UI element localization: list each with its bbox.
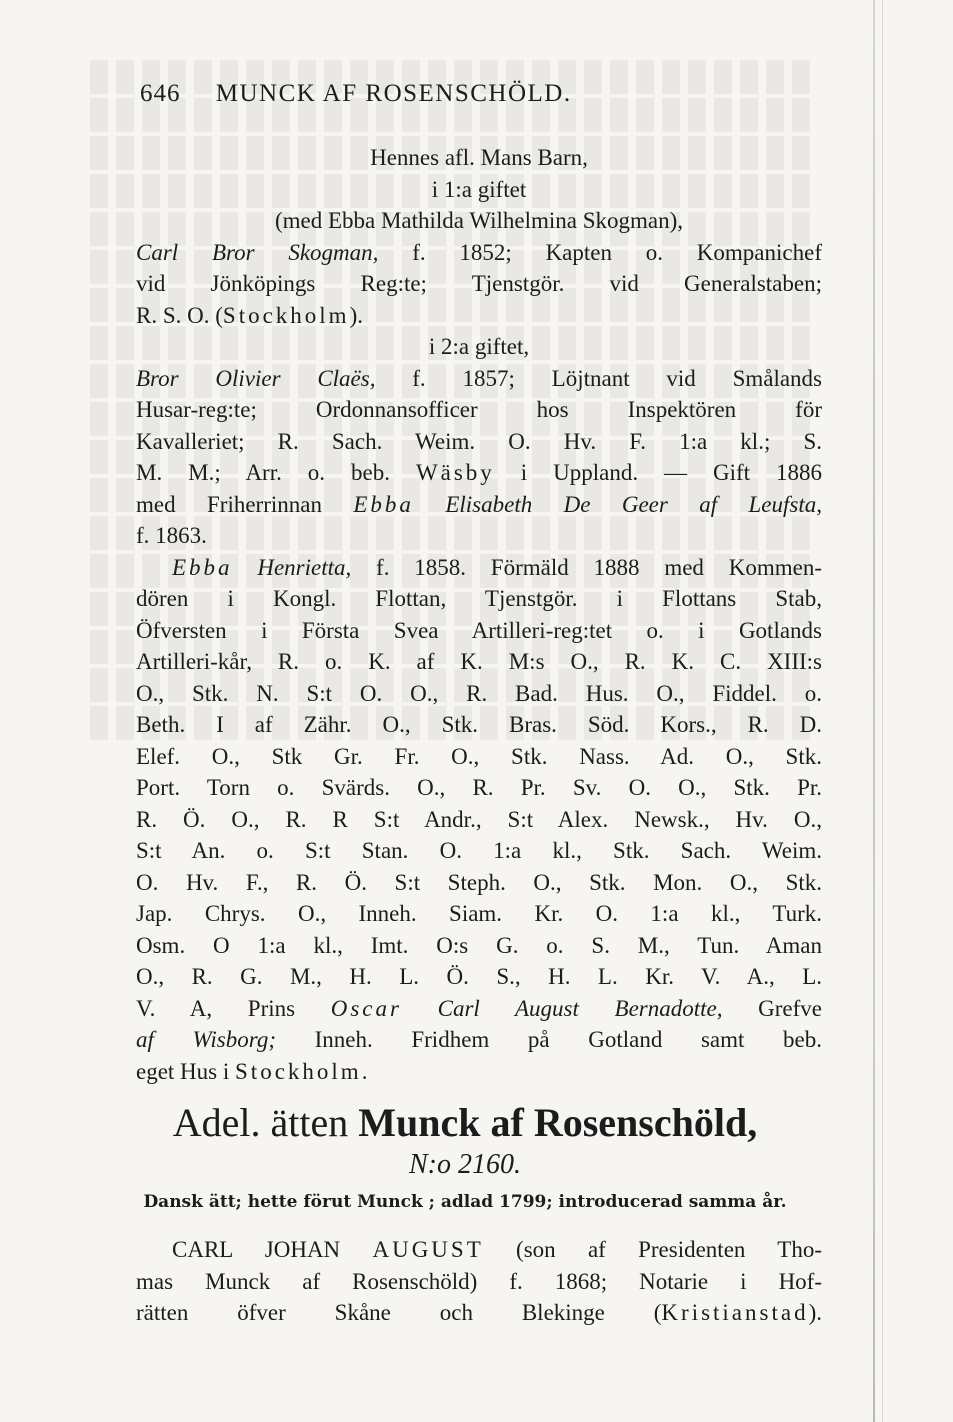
text-segment: Carl August Bernadotte, [401,995,723,1021]
text-line [136,457,822,489]
text-segment: CARL JOHAN [172,1237,373,1262]
text-line [136,678,822,710]
text-segment: AUGUST [372,1237,484,1262]
text-segment: Inneh. Fridhem på Gotland samt beb. [276,1027,822,1052]
entry-carl-johan-august [136,1234,822,1329]
text-line [136,268,822,300]
text-line [136,867,822,899]
text-line [136,1056,822,1088]
text-line [136,1024,822,1056]
page-edge-line [873,0,875,1422]
text-segment: Elef. O., Stk Gr. Fr. O., Stk. Nass. Ad. O., Stk. [136,743,822,769]
text-segment: Wäsby [415,460,495,485]
text-line [136,394,822,426]
text-segment: Hennes afl. Mans Barn, [370,145,588,170]
text-segment: (son af Presidenten Tho- [483,1237,822,1262]
text-segment: Grefve [722,995,822,1021]
text-segment: f. 1852; Kapten o. Kompanichef [378,239,822,265]
text-line [136,205,822,237]
text-segment: Artilleri-kår, R. o. K. af K. M:s O., R. K. C. XIII:s [136,649,822,674]
text-segment: Oscar [330,995,402,1021]
text-line [136,520,822,552]
text-segment: med Friherrinnan [136,491,354,517]
page-edge-line-2 [882,0,883,1422]
text-segment: i 2:a giftet, [428,334,530,359]
text-line [136,804,822,836]
text-segment: Beth. I af Zähr. O., Stk. Bras. Söd. Kors., R. D. [136,712,822,737]
text-segment: Elisabeth De Geer af Leufsta, [413,491,822,517]
text-segment: Henrietta, [232,554,352,580]
text-line [136,331,822,363]
text-line [136,363,822,395]
text-segment: R. S. O. ( [136,302,223,328]
text-segment: Ebba [172,554,233,580]
text-line [136,993,822,1025]
text-segment: rätten öfver Skåne och Blekinge ( [136,1300,662,1325]
text-segment: (med Ebba Mathilda Wilhelmina Skogman), [274,208,684,233]
text-segment: Bror Olivier Claës, [136,365,376,391]
text-segment: O., R. G. M., H. L. Ö. S., H. L. Kr. V. A., L. [136,964,822,989]
text-segment: Kristianstad [661,1300,809,1325]
text-line [136,237,822,269]
text-line [136,961,822,993]
text-segment: Husar-reg:te; Ordonnansofficer hos Inspektören för [136,397,822,422]
text-segment: f. 1858. Förmäld 1888 med Kommen- [351,554,822,580]
text-segment: . [361,1058,368,1084]
text-segment: Ebba [353,491,414,517]
text-segment: i Uppland. — Gift 1886 [494,460,822,485]
main-text [136,142,822,1087]
text-line [136,552,822,584]
text-segment: Osm. O 1:a kl., Imt. O:s G. o. S. M., Tun. Aman [136,932,822,958]
text-line [136,426,822,458]
section-title [100,1100,830,1146]
text-segment: ). [808,1300,822,1325]
text-segment: Carl Bror Skogman, [136,239,379,265]
text-segment: Kavalleriet; R. Sach. Weim. O. Hv. F. 1:a kl.; S. [136,428,822,454]
text-line [136,1297,822,1329]
text-segment: Port. Torn o. Svärds. O., R. Pr. Sv. O. O., Stk. Pr. [136,775,822,800]
text-segment: R. Ö. O., R. R S:t Andr., S:t Alex. Newsk., Hv. O., [136,806,822,832]
text-segment: V. A, Prins [136,995,331,1021]
text-segment: S:t An. o. S:t Stan. O. 1:a kl., Stk. Sach. Weim. [136,838,822,863]
text-line [136,300,822,332]
text-segment: M. M.; Arr. o. beb. [136,460,416,485]
text-segment: Jap. Chrys. O., Inneh. Siam. Kr. O. 1:a kl., Turk. [136,901,822,926]
text-segment: mas Munck af Rosenschöld) f. 1868; Notarie i Hof- [136,1268,822,1294]
section-title-prefix: Adel. ätten [172,1100,359,1145]
text-line [136,1234,822,1266]
text-line [136,898,822,930]
header-title: MUNCK AF ROSENSCHÖLD. [215,80,572,107]
section-note: Dansk ätt; hette förut Munck ; adlad 1799; introducerad samma år. [143,1192,787,1212]
text-line [136,772,822,804]
text-segment: O. Hv. F., R. Ö. S:t Steph. O., Stk. Mon. O., Stk. [136,869,822,895]
text-segment: f. 1863. [136,523,207,548]
section-number: N:o 2160. [409,1149,521,1180]
running-header [140,80,680,108]
text-segment: i 1:a giftet [431,176,527,202]
text-segment: f. 1857; Löjtnant vid Smålands [375,365,823,391]
text-line [136,583,822,615]
text-line [136,1266,822,1298]
text-line [136,709,822,741]
text-segment: Stockholm [222,302,350,328]
text-line [136,142,822,174]
text-line [136,835,822,867]
section-title-name: Munck af Rosenschöld, [358,1100,758,1145]
text-line [136,741,822,773]
text-segment: dören i Kongl. Flottan, Tjenstgör. i Flottans Stab, [136,586,822,611]
page-number: 646 [140,80,181,107]
text-line [136,174,822,206]
text-segment: Öfversten i Första Svea Artilleri-reg:tet o. i Gotlands [136,617,822,643]
family-section-heading [100,1100,830,1216]
text-line [136,646,822,678]
text-line [136,615,822,647]
text-segment: vid Jönköpings Reg:te; Tjenstgör. vid Generalstaben; [136,271,822,296]
text-segment: eget Hus i [136,1058,236,1084]
text-segment: ). [349,302,363,328]
paragraph-children [136,142,822,552]
paragraph-ebba-henrietta [136,552,822,1088]
text-line [136,930,822,962]
text-segment: Stockholm [235,1058,362,1084]
text-segment: af Wisborg; [136,1027,276,1052]
text-line [136,489,822,521]
text-segment: O., Stk. N. S:t O. O., R. Bad. Hus. O., Fiddel. o. [136,680,822,706]
